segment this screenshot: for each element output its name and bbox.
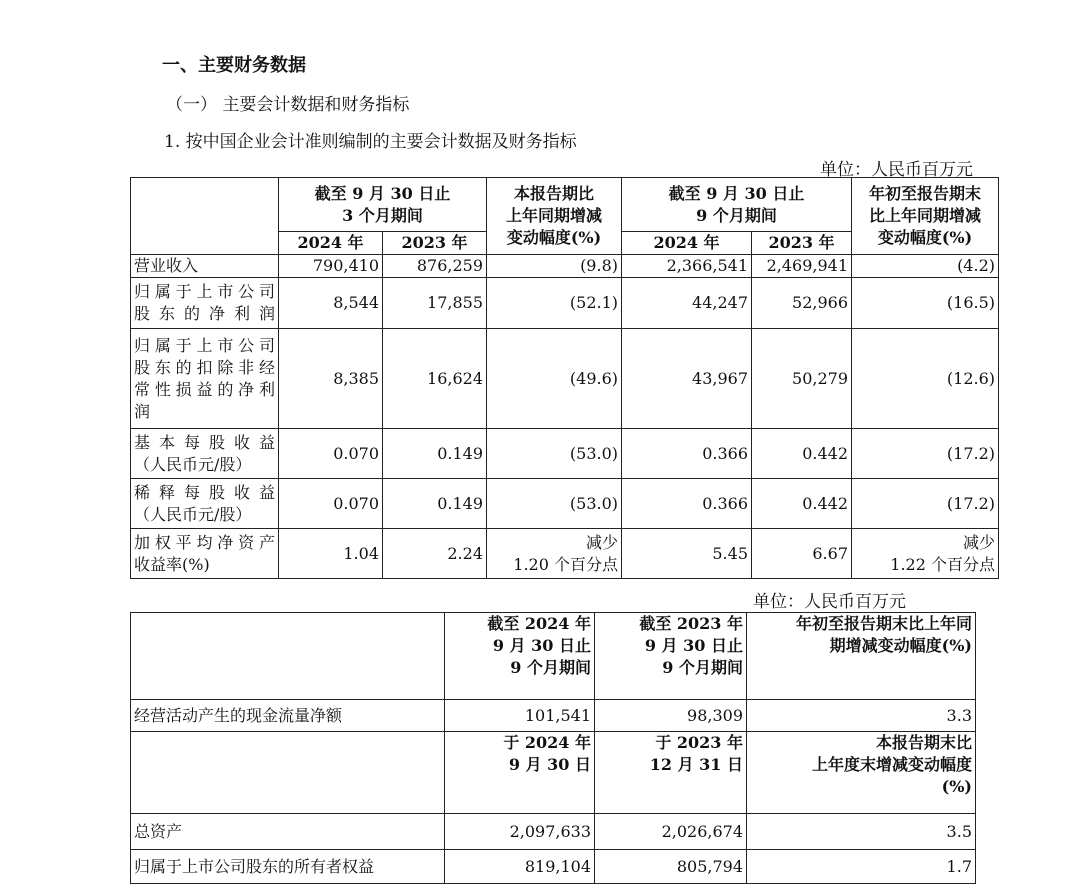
header-2023-date: 于 2023 年 12 月 31 日	[595, 732, 747, 814]
header-year-2023-q: 2023 年	[383, 232, 487, 255]
unit-label-2: 单位：人民币百万元	[753, 592, 906, 612]
cell: 减少 1.20 个百分点	[487, 529, 622, 579]
cell: 5.45	[622, 529, 752, 579]
cell: (53.0)	[487, 479, 622, 529]
cell: 1.04	[279, 529, 383, 579]
cell: 52,966	[752, 278, 852, 329]
cell: 6.67	[752, 529, 852, 579]
table-row	[131, 479, 999, 529]
header-9-month-change: 年初至报告期末 比上年同期增减 变动幅度(%)	[852, 178, 999, 255]
cell: 43,967	[622, 329, 752, 429]
cell: 2,026,674	[595, 814, 747, 850]
unit-label-1: 单位：人民币百万元	[820, 160, 973, 180]
cell: 8,544	[279, 278, 383, 329]
section-title: 一、主要财务数据	[162, 55, 306, 76]
table-row	[131, 700, 976, 732]
cell: 819,104	[445, 850, 595, 884]
cell: (9.8)	[487, 255, 622, 278]
table-row	[131, 529, 999, 579]
cell: 805,794	[595, 850, 747, 884]
cell: (4.2)	[852, 255, 999, 278]
cell: 790,410	[279, 255, 383, 278]
cashflow-assets-table	[130, 612, 976, 884]
header-3-month: 截至 9 月 30 日止 3 个月期间	[279, 178, 487, 232]
row-label: 总资产	[131, 814, 445, 850]
cell: (53.0)	[487, 429, 622, 479]
table-row	[131, 329, 999, 429]
cell: (17.2)	[852, 479, 999, 529]
cell: (16.5)	[852, 278, 999, 329]
cell: 2,469,941	[752, 255, 852, 278]
row-label: 归属于上市公司 股东的扣除非经 常性损益的净利 润	[131, 329, 279, 429]
cell: 减少 1.22 个百分点	[852, 529, 999, 579]
cell: 17,855	[383, 278, 487, 329]
cell: 2.24	[383, 529, 487, 579]
table-row	[131, 850, 976, 884]
cell: 2,366,541	[622, 255, 752, 278]
cell: 876,259	[383, 255, 487, 278]
header-year-2024-ytd: 2024 年	[622, 232, 752, 255]
cell: 0.442	[752, 479, 852, 529]
table-row	[131, 255, 999, 278]
row-label: 稀释每股收益 （人民币元/股）	[131, 479, 279, 529]
cell: 0.070	[279, 429, 383, 479]
cell: 0.366	[622, 429, 752, 479]
cell: 44,247	[622, 278, 752, 329]
header-9-month: 截至 9 月 30 日止 9 个月期间	[622, 178, 852, 232]
cell: 3.5	[747, 814, 976, 850]
row-label: 基本每股收益 （人民币元/股）	[131, 429, 279, 479]
header-2023-period: 截至 2023 年 9 月 30 日止 9 个月期间	[595, 613, 747, 700]
header-3-month-change: 本报告期比 上年同期增减 变动幅度(%)	[487, 178, 622, 255]
table-row	[131, 814, 976, 850]
row-label: 加权平均净资产 收益率(%)	[131, 529, 279, 579]
header-blank	[131, 178, 279, 255]
header-2024-period: 截至 2024 年 9 月 30 日止 9 个月期间	[445, 613, 595, 700]
table-row	[131, 429, 999, 479]
row-label: 归属于上市公司 股东的净利润	[131, 278, 279, 329]
cell: 50,279	[752, 329, 852, 429]
item-title: 1. 按中国企业会计准则编制的主要会计数据及财务指标	[164, 132, 577, 152]
header-2024-date: 于 2024 年 9 月 30 日	[445, 732, 595, 814]
cell: 1.7	[747, 850, 976, 884]
header-year-2024-q: 2024 年	[279, 232, 383, 255]
cell: (52.1)	[487, 278, 622, 329]
row-label: 营业收入	[131, 255, 279, 278]
header-year-2023-ytd: 2023 年	[752, 232, 852, 255]
cell: 8,385	[279, 329, 383, 429]
header-ytd-change: 年初至报告期末比上年同 期增减变动幅度(%)	[747, 613, 976, 700]
cell: 0.366	[622, 479, 752, 529]
cell: 2,097,633	[445, 814, 595, 850]
subsection-title: （一） 主要会计数据和财务指标	[166, 95, 410, 115]
cell: (49.6)	[487, 329, 622, 429]
cell: 3.3	[747, 700, 976, 732]
financial-indicators-table	[130, 177, 999, 579]
cell: 101,541	[445, 700, 595, 732]
table-row	[131, 278, 999, 329]
cell: 0.149	[383, 479, 487, 529]
row-label: 归属于上市公司股东的所有者权益	[131, 850, 445, 884]
cell: (17.2)	[852, 429, 999, 479]
cell: (12.6)	[852, 329, 999, 429]
cell: 0.070	[279, 479, 383, 529]
header-blank	[131, 732, 445, 814]
cell: 0.442	[752, 429, 852, 479]
cell: 0.149	[383, 429, 487, 479]
cell: 16,624	[383, 329, 487, 429]
row-label: 经营活动产生的现金流量净额	[131, 700, 445, 732]
header-blank	[131, 613, 445, 700]
cell: 98,309	[595, 700, 747, 732]
header-period-end-change: 本报告期末比 上年度末增减变动幅度 (%)	[747, 732, 976, 814]
